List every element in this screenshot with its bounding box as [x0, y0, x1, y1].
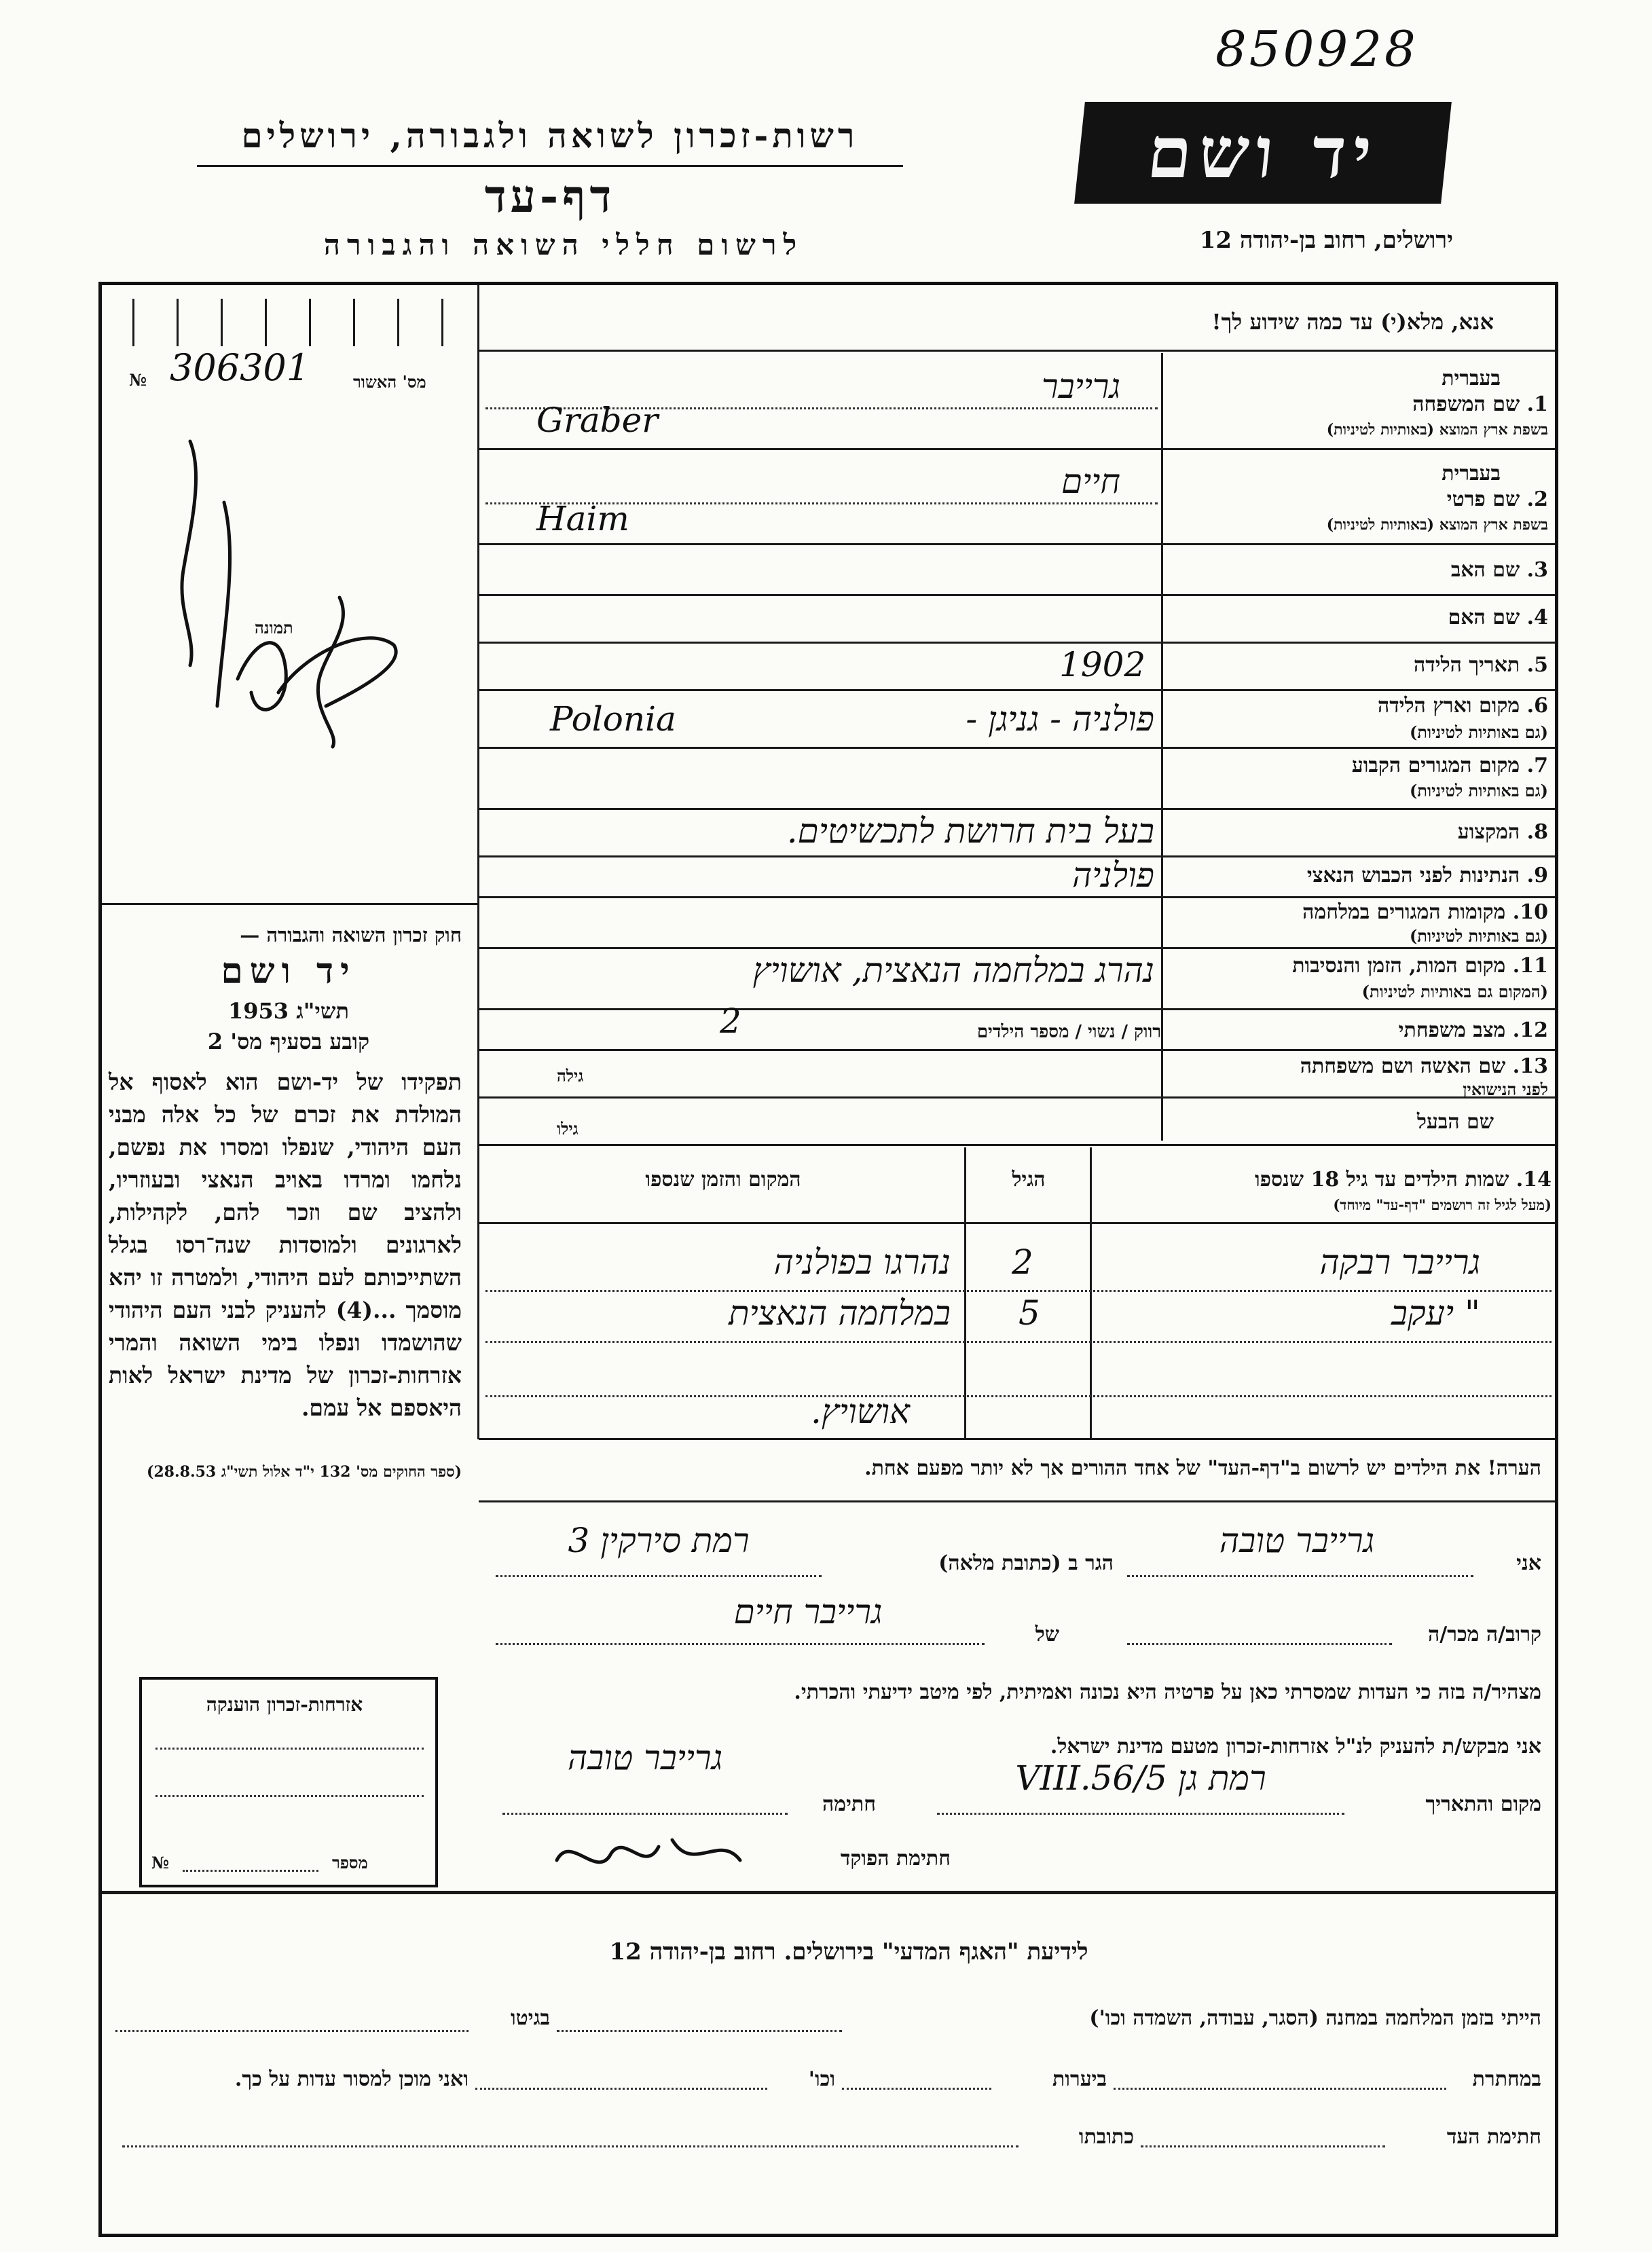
form-subtitle: לרשום חללי השואה והגבורה	[323, 228, 804, 261]
field-13-sub: לפני הנישואין	[1463, 1079, 1548, 1099]
law-text: תפקידו של יד-ושם הוא לאסוף אל המולדת את זכרם של כל אלה מבני העם היהודי, שנפלו ומסרו את נפשם, נלחמו ומרדו באויב הנאצי ובעוזריו, ולהציב שם וזכר להם, לקהילות, לארגונים ולמוסדות שנה־רסו בגלל השתייכותם לעם היהודי, ולמטרה זו יהא מוסמך ...(4) להעניק לבני העם היהודי שהושמדו ונפלו בימי השואה והמרי אזרחות-זכרון של מדינת ישראל לאות היאספם אל עמם.	[109, 1069, 462, 1421]
field-6-label: 6. מקום וארץ הלידה	[1377, 694, 1548, 718]
decl-declarant: גרייבר טובה	[1219, 1521, 1375, 1560]
field-7-sub: (גם באותיות לטיניות)	[1409, 781, 1548, 800]
footer-line3-b: כתובתו	[1078, 2125, 1134, 2149]
decl-relative-label: קרוב/ה מכר/ה	[1428, 1623, 1541, 1646]
footer-divider	[102, 1891, 1555, 1894]
field-3-label: 3. שם האב	[1450, 558, 1548, 582]
memorial-citizenship-box	[139, 1677, 438, 1887]
field-1-label: 1. שם המשפחה	[1412, 392, 1548, 416]
field-9-value: פולניה	[1071, 855, 1154, 895]
logo-text: יד ושם	[1143, 111, 1382, 194]
field-11-label: 11. מקום המות, הזמן והנסיבות	[1292, 954, 1548, 978]
field-5-value: 1902	[1059, 645, 1146, 684]
law-title: חוק זכרון השואה והגבורה —	[240, 923, 462, 946]
footer-line1-end: בגיטו	[510, 2006, 550, 2030]
photo-label: תמונה	[255, 618, 293, 638]
field-12-children-count: 2	[720, 1001, 741, 1041]
registration-no-symbol: №	[129, 370, 147, 390]
instruction-divider	[479, 350, 1555, 352]
field-11-sub: (המקום גם באותיות לטיניות)	[1361, 982, 1548, 1001]
child-1-age: 2	[1012, 1242, 1033, 1282]
field-12-label: 12. מצב משפחתי	[1398, 1018, 1548, 1042]
field-10-label: 10. מקומות המגורים במלחמה	[1302, 900, 1548, 924]
registration-label: מס' האשור	[353, 372, 426, 392]
decl-signature: גרייבר טובה	[567, 1738, 723, 1777]
children-header-divider	[479, 1222, 1555, 1224]
registration-number: 306301	[170, 346, 310, 389]
field-1-value: גרייבר	[1042, 367, 1120, 406]
decl-official-label: חתימת הפוקד	[840, 1847, 951, 1870]
yad-vashem-logo	[1074, 102, 1452, 204]
field-9-label: 9. הנתינות לפני הכבוש הנאצי	[1306, 864, 1548, 887]
field-8-label: 8. המקצוע	[1457, 820, 1548, 844]
law-clause: קובע בסעיף מס' 2	[207, 1029, 370, 1054]
wife-age-label: גילה	[557, 1066, 584, 1086]
field-11-value: נהרג במלחמה הנאצית, אושויץ	[752, 950, 1154, 990]
decl-of-value: גרייבר חיים	[733, 1592, 883, 1631]
field-6-sub: (גם באותיות לטיניות)	[1409, 722, 1548, 742]
field-6-latin: Polonia	[550, 699, 676, 739]
law-year: תשי"ג 1953	[228, 998, 349, 1024]
decl-request: אני מבקש/ת להעניק לנ"ל אזרחות-זכרון מטעם מדינת ישראל.	[1050, 1735, 1541, 1758]
field-2-sub: בשפת ארץ המוצא (באותיות לטיניות)	[1326, 516, 1548, 534]
decl-place-date-label: מקום והתאריך	[1425, 1792, 1541, 1816]
field-6-value: פולניה - גניגן -	[966, 699, 1154, 739]
child-2-name: " יעקב	[1391, 1293, 1480, 1333]
note: הערה! את הילדים יש לרשום ב"דף-העד" של אחד ההורים אך לא יותר מפעם אחת.	[864, 1456, 1541, 1480]
archive-number: 850928	[1215, 20, 1418, 77]
decl-statement: מצהיר/ה בזה כי העדות שמסרתי כאן על פרטיה היא נכונה ואמיתית, לפי מיטב ידיעתי והכרתי.	[794, 1680, 1541, 1704]
memorial-box-number-label: מספר	[332, 1853, 368, 1872]
authority-title: רשות-זכרון לשואה ולגבורה, ירושלים	[241, 115, 859, 155]
field-2-label: 2. שם פרטי	[1446, 487, 1548, 511]
photo-scribble	[149, 421, 435, 760]
footer-line2-d: ואני מוכן למסור עדות על כך.	[234, 2067, 469, 2091]
authority-underline	[197, 165, 903, 167]
child-2-age: 5	[1018, 1293, 1040, 1333]
husband-age-label: גילו	[557, 1119, 579, 1139]
memorial-box-title: אזרחות-זכרון הוענקה	[206, 1693, 363, 1716]
decl-of-label: של	[1035, 1623, 1059, 1646]
field-2-value: חיים	[1061, 462, 1120, 501]
footer-title: לידיעת "האגף המדעי" בירושלים. רחוב בן-יהודה 12	[609, 1938, 1088, 1965]
registration-comb	[102, 285, 475, 346]
children-sub: (מעל לגיל זה רושמים "דף-עד" מיוחד)	[1333, 1196, 1552, 1213]
husband-label: שם הבעל	[1416, 1110, 1494, 1134]
form-title: דף-עד	[484, 170, 616, 223]
decl-i-label: אני	[1516, 1551, 1541, 1575]
decl-address: רמת סירקין 3	[568, 1521, 750, 1560]
left-column-divider	[477, 285, 479, 1439]
instruction: אנא, מלא(י) עד כמה שידוע לך!	[1211, 309, 1494, 335]
children-col-age: הגיל	[1012, 1168, 1046, 1192]
official-signature	[543, 1820, 760, 1894]
law-name: יד ושם	[221, 950, 356, 992]
field-10-sub: (גם באותיות לטיניות)	[1409, 926, 1548, 946]
field-2-latin: Haim	[536, 499, 629, 538]
field-12-options: רווק / נשוי / מספר הילדים	[976, 1022, 1161, 1042]
note-top	[479, 1438, 1555, 1440]
children-label: 14. שמות הילדים עד גיל 18 שנספו	[1254, 1168, 1552, 1192]
field-13-label: 13. שם האשה ושם משפחתה	[1300, 1054, 1548, 1078]
children-col-place: המקום והזמן שנספו	[645, 1168, 801, 1192]
note-bottom	[479, 1500, 1555, 1502]
decl-place-date: רמת גן 5/VIII.56	[1015, 1758, 1266, 1798]
decl-signature-label: חתימה	[822, 1792, 876, 1816]
child-1-name: גרייבר רבקה	[1319, 1242, 1480, 1282]
field-1-tag: בעברית	[1442, 367, 1501, 390]
photo-divider	[102, 903, 479, 905]
decl-resident-label: הגר ב (כתובת מלאה)	[938, 1551, 1114, 1575]
footer-line2-c: וכו'	[808, 2067, 835, 2091]
field-1-sub: בשפת ארץ המוצא (באותיות לטיניות)	[1326, 421, 1548, 439]
field-7-label: 7. מקום המגורים הקבוע	[1351, 754, 1548, 777]
field-8-value: בעל בית חרושת לתכשיטים.	[786, 811, 1154, 851]
memorial-box-no: №	[151, 1853, 170, 1872]
field-4-label: 4. שם האם	[1448, 606, 1548, 629]
field-2-tag: בעברית	[1442, 462, 1501, 485]
address: ירושלים, רחוב בן-יהודה 12	[1199, 227, 1453, 254]
child-1-place: נהרגו בפולניה	[773, 1242, 951, 1282]
field-1-latin: Graber	[536, 401, 659, 440]
children-extra: אושויץ.	[810, 1392, 910, 1431]
footer-line2-a: במחתרת	[1472, 2067, 1541, 2091]
footer-line3-a: חתימת העד	[1446, 2125, 1541, 2149]
child-2-place: במלחמה הנאצית	[729, 1293, 951, 1333]
law-reference: (ספר החוקים מס' 132 י"ד אלול תשי"ג 28.8.53)	[146, 1463, 462, 1481]
footer-line1-start: הייתי בזמן המלחמה במחנה (הסגר, עבודה, השמדה וכו')	[1089, 2006, 1541, 2030]
footer-line2-b: ביערות	[1052, 2067, 1107, 2091]
field-5-label: 5. תאריך הלידה	[1414, 653, 1548, 677]
